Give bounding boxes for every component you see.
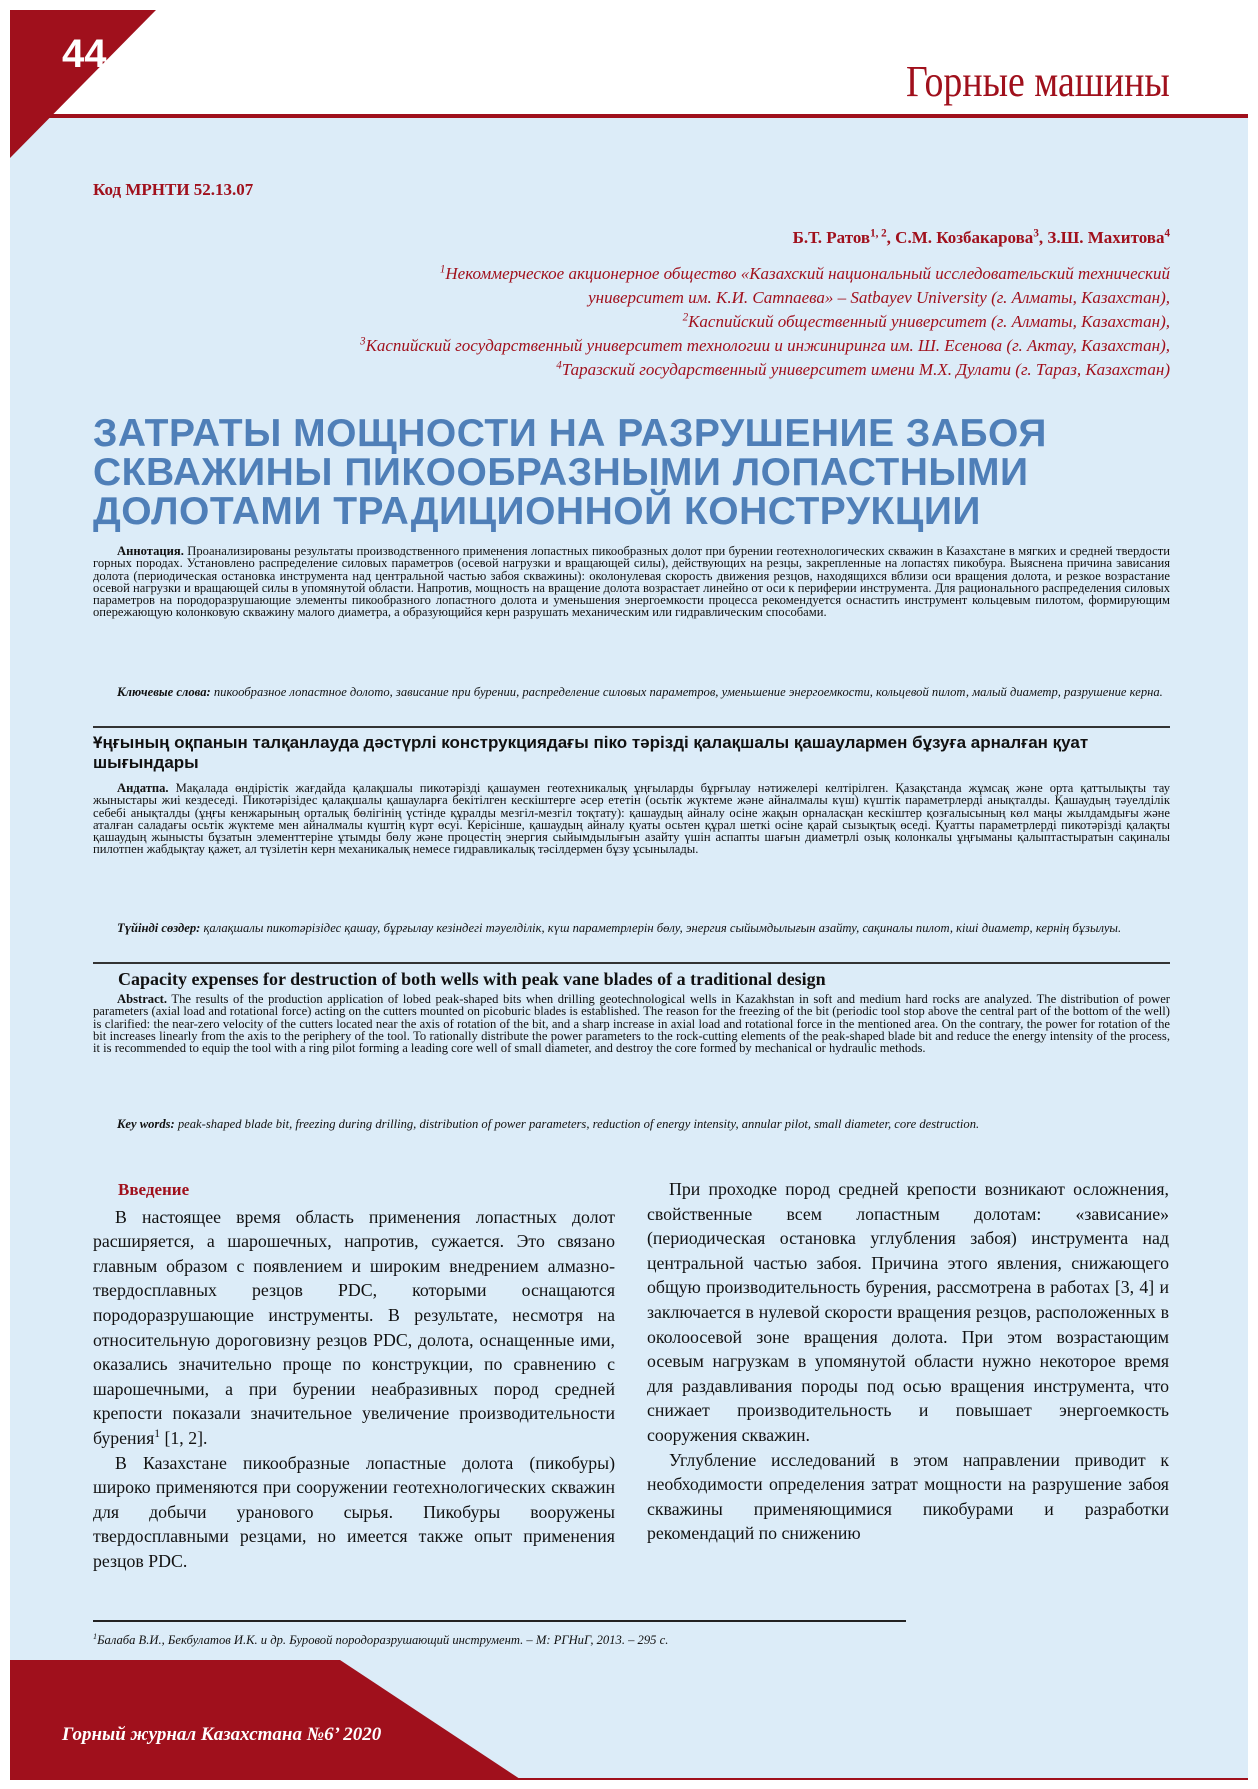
footnote-rule	[93, 1620, 906, 1622]
en-keywords-label: Key words:	[117, 1117, 175, 1131]
affil-1-sup: 1	[439, 263, 446, 276]
title-line-3: ДОЛОТАМИ ТРАДИЦИОННОЙ КОНСТРУКЦИИ	[93, 490, 981, 533]
authors-line: Б.Т. Ратов$^{1, 2}$, С.М. Козбакарова$^3$, З.Ш. Махитова$^4$	[792, 227, 1170, 247]
author-2: С.М. Козбакарова	[895, 228, 1034, 247]
ru-abstract	[93, 545, 1170, 619]
en-abstract	[93, 993, 1170, 1054]
affil-line-3: Каспийский общественный университет (г. Алматы, Казахстан),	[688, 312, 1170, 331]
affiliations	[90, 262, 1170, 382]
body-paragraph-1: В настоящее время область применения лопастных долот расширяется, а шарошечных, напротив, сужается. Это связано главным образом с появлением и широким внедрением алмазно-твердосплавных резцов PDC, которыми оснащаются породоразрушающие инструменты. В результате, несмотря на относительную дороговизну резцов PDC, долота, оснащенные ими, оказались значительно проще по конструкции, по сравнению с шарошечными, а при бурении неабразивных пород средней крепости показали значительное увеличение производительности бурения$^1$ [1, 2].	[93, 1206, 615, 1448]
divider-en	[93, 962, 1170, 964]
body-paragraph-2: В Казахстане пикообразные лопастные долота (пикобуры) широко применяются при сооружении геотехнологических скважин для добычи уранового сырья. Пикобуры вооружены твердосплавными резцами, но имеется также опыт применения резцов PDC.	[93, 1452, 615, 1571]
mrnti-code: Код МРНТИ 52.13.07	[93, 180, 254, 199]
affil-line-4: Каспийский государственный университет технологии и инжиниринга им. Ш. Есенова (г. Актау, Казахстан),	[365, 336, 1170, 355]
en-keywords-text: peak-shaped blade bit, freezing during drilling, distribution of power parameters, reduction of energy intensity, annular pilot, small diameter, core destruction.	[177, 1117, 980, 1131]
affil-line-2: университет им. К.И. Сатпаева» – Satbayev University (г. Алматы, Казахстан),	[588, 288, 1170, 307]
body-paragraph-4: Углубление исследований в этом направлении приводит к необходимости определения затрат мощности на разрушение забоя скважины применяющимися пикобурами и разработки рекомендаций по снижению	[647, 1449, 1169, 1544]
en-abstract-label: Abstract.	[117, 992, 168, 1006]
en-abstract-text: The results of the production application of lobed peak-shaped bits when drilling geotechnological wells in Kazakhstan in soft and medium hard rocks are analyzed. The distribution of power parameters (axial load and rotational force) acting on the cutters mounted on picoburic blades is established. The reason for the freezing of the bit (periodic tool stop above the central part of the bottom of the well) is clarified: the near-zero velocity of the cutters located near the axis of rotation of the bit, and a sharp increase in axial load and rotational force in the mentioned area. On the contrary, the power for rotation of the bit increases linearly from the axis to the periphery of the tool. To rationally distribute the power parameters to the rock-cutting elements of the peak-shaped blade bit and reduce the energy intensity of the process, it is recommended to equip the tool with a ring pilot forming a leading core well of small diameter, and destroy the core formed by mechanical or hydraulic methods.	[93, 992, 1170, 1056]
kz-abstract	[93, 782, 1170, 856]
en-title: Capacity expenses for destruction of both wells with peak vane blades of a traditional design	[118, 969, 826, 989]
kz-keywords	[93, 922, 1170, 935]
ru-keywords	[93, 686, 1170, 699]
author-1-sup: 1, 2	[870, 227, 887, 240]
author-3-sup: 4	[1164, 227, 1170, 240]
footer-red-band	[10, 1660, 520, 1779]
body-column-right	[647, 1177, 1169, 1546]
title-line-1: ЗАТРАТЫ МОЩНОСТИ НА РАЗРУШЕНИЕ ЗАБОЯ	[93, 412, 1047, 455]
divider-kz	[93, 726, 1170, 728]
author-1: Б.Т. Ратов	[792, 228, 871, 247]
kz-title: Ұңғының оқпанын талқанлауда дәстүрлі конструкциядағы піко тәрізді қалақшалы қашаулармен бұзуға арналған қуат шығындары	[93, 733, 1089, 772]
affil-line-1: Некоммерческое акционерное общество «Казахский национальный исследовательский технический	[445, 264, 1170, 283]
affil-line-5: Таразский государственный университет имени М.Х. Дулати (г. Тараз, Казахстан)	[561, 360, 1170, 379]
footnote-ref: 1	[154, 1427, 161, 1441]
author-3: З.Ш. Махитова	[1047, 228, 1165, 247]
footnote	[93, 1633, 668, 1648]
en-keywords	[93, 1118, 1170, 1131]
ru-abstract-text: Проанализированы результаты производственного применения лопастных пикообразных долот при бурении геотехнологических скважин в Казахстане в мягких и средней твердости горных породах. Установлено распределение силовых параметров (осевой нагрузки и вращающей силы), действующих на резцы, закрепленные на лопастях пикобура. Выяснена причина зависания долота (периодическая остановка инструмента над центральной частью забоя скважины): околонулевая скорость движения резцов, находящихся вблизи оси вращения долота, и резкое возрастание осевой нагрузки и вращающей силы в упомянутой области. Напротив, мощность на вращение долота возрастает линейно от оси к периферии инструмента. Для рационального распределения силовых параметров на породоразрушающие элементы пикообразного лопастного долота и уменьшения энергоемкости процесса рекомендуется оснастить инструмент кольцевым пилотом, формирующим опережающую колонковую скважину малого диаметра, а образующийся керн разрушать механическим или гидравлическим способами.	[93, 544, 1170, 620]
affil-4-sup: 4	[556, 359, 562, 372]
ru-abstract-label: Аннотация.	[117, 544, 184, 558]
intro-heading: Введение	[118, 1180, 190, 1199]
kz-abstract-label: Андатпа.	[117, 781, 169, 795]
ru-keywords-label: Ключевые слова:	[117, 685, 211, 699]
body-paragraph-3: При проходке пород средней крепости возникают осложнения, свойственные всем лопастным долотам: «зависание» (периодическая остановка углубления забоя) инструмента над центральной частью забоя. Причина этого явления, снижающего общую производительность бурения, рассмотрена в работах [3, 4] и заключается в нулевой скорости вращения резцов, расположенных в околоосевой зоне вращения долота. При этом возрастающим осевым нагрузкам в упомянутой области нужно некоторое время для раздавливания породы под осью вращения инструмента, что снижает производительность и повышает энергоемкость сооружения скважин.	[647, 1179, 1169, 1445]
title-line-2: СКВАЖИНЫ ПИКООБРАЗНЫМИ ЛОПАСТНЫМИ	[93, 451, 1029, 494]
article-title	[93, 414, 1173, 531]
affil-2-sup: 2	[682, 311, 689, 324]
kz-abstract-text: Мақалада өндірістік жағдайда қалақшалы пикотәрізді қашаумен геотехникалық ұңғыларды бұрғылау нәтижелері келтірілген. Қазақстанда жұмсақ және орта қаттылықты тау жыныстары жиі кездеседі. Пикотәрізідес қалақшалы қашауларға бекітілген кескіштерге әсер ететін (осьтік жүктеме және айналмалы күш) күштік параметрлерді анықталды. Қашаудың тәуелділік себебі анықталды (ұңғы кенжарының орталық бөлігінің үстінде құралды мезгіл-мезгіл тоқтату): қашаудың айналу осіне жақын орналасқан кескіштер қозғалысының көл маңы жылдамдығы және аталған саладағы осьтік жүктеме мен айналмалы күштің күрт өсуі. Керісінше, қашаудың айналу қуаты осьтен құрал шеткі осіне қарай сызықтық өседі. Қуатты параметрлерді пикотәрізді қалақты қашаудың жынысты бұзатын элементтеріне ұтымды бөлу және процестің энергия сыйымдылығын азайту үшін аспапты шағын диаметрлі озық колонкалы ұңғыманы қалыптастыратын сақиналы пилотпен жабдықтау қажет, ал түзілетін керн механикалық немесе гидравликалық тәсілдермен бұзу ұсынылады.	[93, 781, 1170, 857]
journal-footer: Горный журнал Казахстана №6’ 2020	[62, 1724, 382, 1745]
kz-keywords-label: Түйінді сөздер:	[117, 921, 201, 935]
footnote-text: Балаба В.И., Бекбулатов И.К. и др. Буровой породоразрушающий инструмент. – М: РГНиГ, 2013. – 295 с.	[97, 1633, 669, 1647]
footnote-sup: 1	[93, 1631, 98, 1641]
section-title: Горные машины	[906, 57, 1170, 106]
body-column-left	[93, 1178, 615, 1574]
affil-3-sup: 3	[360, 335, 366, 348]
kz-keywords-text: қалақшалы пикотәрізідес қашау, бұрғылау кезіндегі тәуелділік, күш параметрлерін бөлу, энергия сыйымдылығын азайту, сақиналы пилот, кіші диаметр, кернің бұзылуы.	[203, 921, 1122, 935]
ru-keywords-text: пикообразное лопастное долото, зависание при бурении, распределение силовых параметров, уменьшение энергоемкости, кольцевой пилот, малый диаметр, разрушение керна.	[213, 685, 1163, 699]
author-2-sup: 3	[1033, 227, 1039, 240]
page-number: 44	[62, 32, 107, 76]
